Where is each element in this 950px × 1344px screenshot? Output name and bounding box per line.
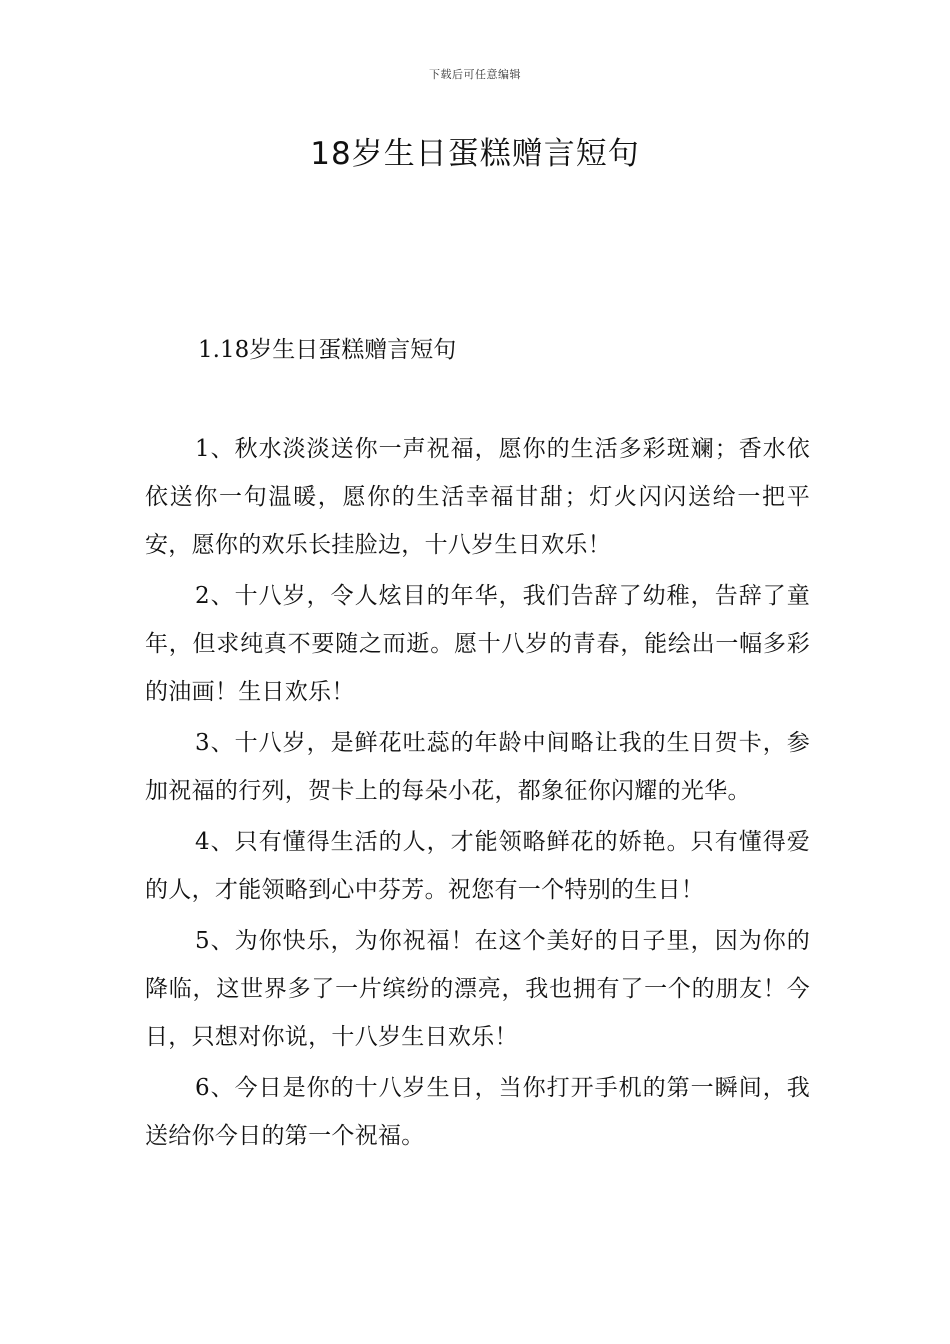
section-subheading: 1.18岁生日蛋糕赠言短句 bbox=[198, 337, 457, 363]
paragraph-2: 2、十八岁，令人炫目的年华，我们告辞了幼稚，告辞了童年，但求纯真不要随之而逝。愿十八岁的青春，能绘出一幅多彩的油画！生日欢乐！ bbox=[145, 583, 810, 705]
paragraph-1: 1、秋水淡淡送你一声祝福，愿你的生活多彩斑斓；香水依依送你一句温暖，愿你的生活幸福甘甜；灯火闪闪送给一把平安，愿你的欢乐长挂脸边，十八岁生日欢乐！ bbox=[145, 436, 810, 558]
paragraph-5: 5、为你快乐，为你祝福！在这个美好的日子里，因为你的降临，这世界多了一片缤纷的漂亮，我也拥有了一个的朋友！今日，只想对你说，十八岁生日欢乐！ bbox=[145, 928, 810, 1050]
paragraph-4: 4、只有懂得生活的人，才能领略鲜花的娇艳。只有懂得爱的人，才能领略到心中芬芳。祝您有一个特别的生日！ bbox=[145, 829, 810, 903]
document-body bbox=[145, 328, 810, 1163]
document-title: 18岁生日蛋糕赠言短句 bbox=[310, 136, 640, 172]
header-note: 下载后可任意编辑 bbox=[429, 68, 521, 81]
paragraph-6: 6、今日是你的十八岁生日，当你打开手机的第一瞬间，我送给你今日的第一个祝福。 bbox=[145, 1075, 810, 1149]
paragraph-3: 3、十八岁，是鲜花吐蕊的年龄中间略让我的生日贺卡，参加祝福的行列，贺卡上的每朵小花，都象征你闪耀的光华。 bbox=[145, 730, 810, 804]
